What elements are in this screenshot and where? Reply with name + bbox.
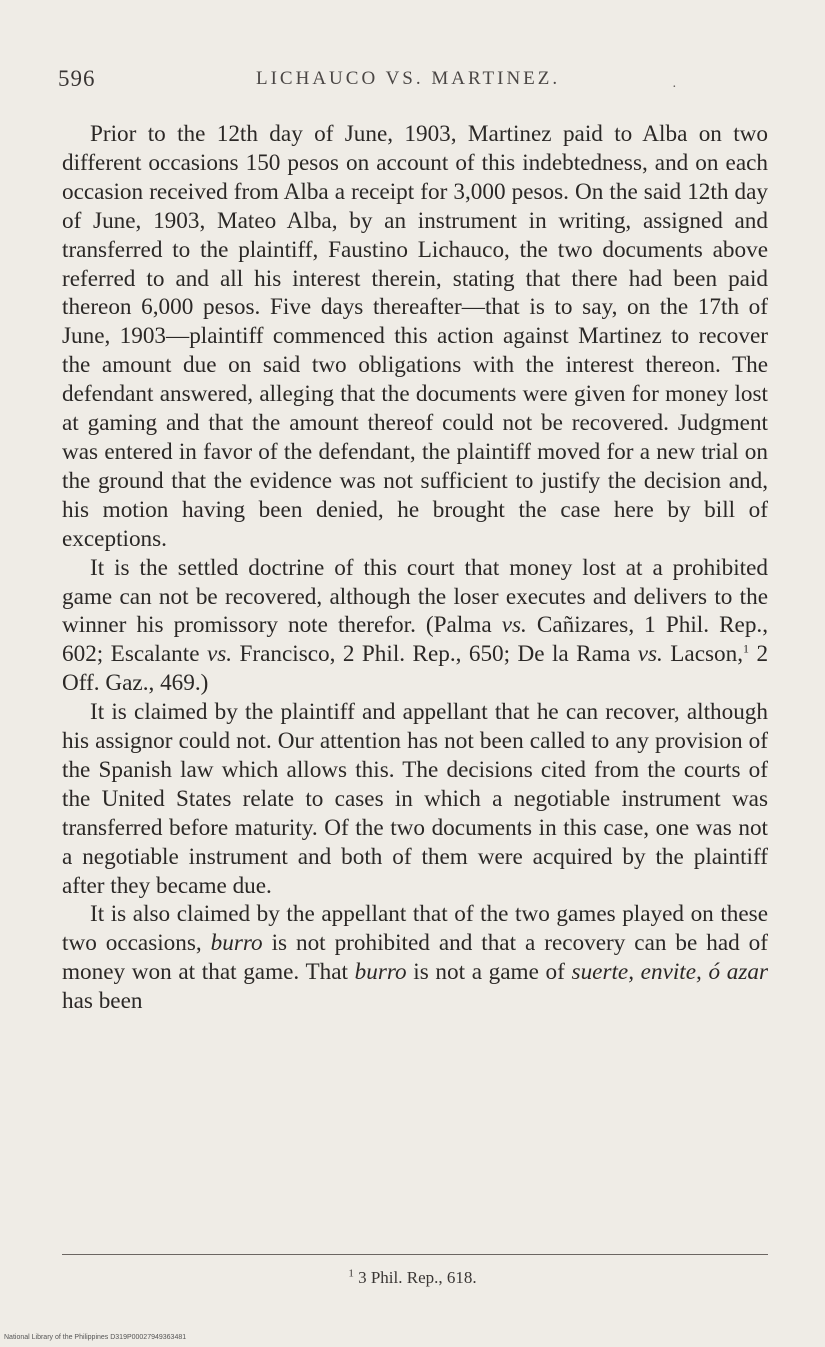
paragraph-3: It is claimed by the plaintiff and appellant that he can recover, although his assignor could not. Our attention has not been called to any provision of the Spanish law which allows this. The decisions cited from the courts of the United States relate to cases in which a negotiable instrument was transferred before maturity. Of the two documents in this case, one was not a negotiable instrument and both of them were acquired by the plaintiff after they became due. — [62, 699, 768, 899]
footnote-reference: 1 — [743, 641, 750, 656]
citation-3: Lacson, — [670, 641, 744, 668]
paragraph-1: Prior to the 12th day of June, 1903, Martinez paid to Alba on two different occasions 150 pesos on account of this indebtedness, and on each occasion received from Alba a receipt for 3,000 pesos. On the said 12th day of June, 1903, Mateo Alba, by an instrument in writing, assigned and transferred to the plaintiff, Faustino Lichauco, the two documents above referred to and all his interest therein, stating that there had been paid thereon 6,000 pesos. Five days thereafter—that is to say, on the 17th of June, 1903—plaintiff commenced this action against Martinez to recover the amount due on said two obligations with the interest thereon. The defendant answered, alleging that the documents were given for money lost at gaming and that the amount thereof could not be recovered. Judgment was entered in favor of the defendant, the plaintiff moved for a new trial on the ground that the evidence was not sufficient to justify the decision and, his motion having been denied, he brought the case here by bill of exceptions. — [62, 121, 768, 552]
library-stamp: National Library of the Philippines D319P00027949363481 — [4, 1334, 187, 1341]
term-burro-2: burro — [354, 959, 407, 986]
header-mark: · — [672, 80, 677, 95]
citation-vs-1: vs. — [501, 612, 527, 639]
paragraph-4-part-b: is not prohibited and that a recovery can be had of money won at that game. That — [62, 930, 768, 986]
footnote-marker: 1 — [348, 1267, 354, 1280]
footnote — [0, 1268, 825, 1288]
term-burro-1: burro — [210, 930, 263, 957]
running-head: LICHAUCO VS. MARTINEZ. — [256, 68, 561, 89]
paragraph-4-part-a: It is also claimed by the appellant that of the two games played on these two occasions, — [62, 901, 768, 957]
game-terms: suerte, envite, ó azar — [571, 959, 768, 986]
paragraph-2 — [62, 554, 768, 699]
footnote-divider — [62, 1254, 768, 1255]
paragraph-2-text: It is the settled doctrine of this court that money lost at a prohibited game can not be recovered, although the loser executes and delivers to the winner his promissory note therefor. (Palma — [62, 554, 768, 639]
citation-vs-2: vs. — [206, 641, 233, 668]
citation-4: 2 Off. Gaz., 469.) — [62, 641, 769, 697]
citation-2: Francisco, 2 Phil. Rep., 650; De la Rama — [239, 641, 631, 668]
paragraph-4-part-c: is not a game of — [413, 959, 565, 986]
body-text — [62, 120, 768, 1016]
page-header — [58, 66, 770, 96]
footnote-text: 3 Phil. Rep., 618. — [358, 1268, 477, 1287]
page-number: 596 — [58, 66, 96, 91]
paragraph-4 — [62, 900, 768, 1016]
paragraph-4-part-d: has been — [62, 988, 143, 1015]
citation-vs-3: vs. — [637, 641, 663, 668]
citation-1: Cañizares, 1 Phil. Rep., 602; Escalante — [62, 612, 769, 668]
